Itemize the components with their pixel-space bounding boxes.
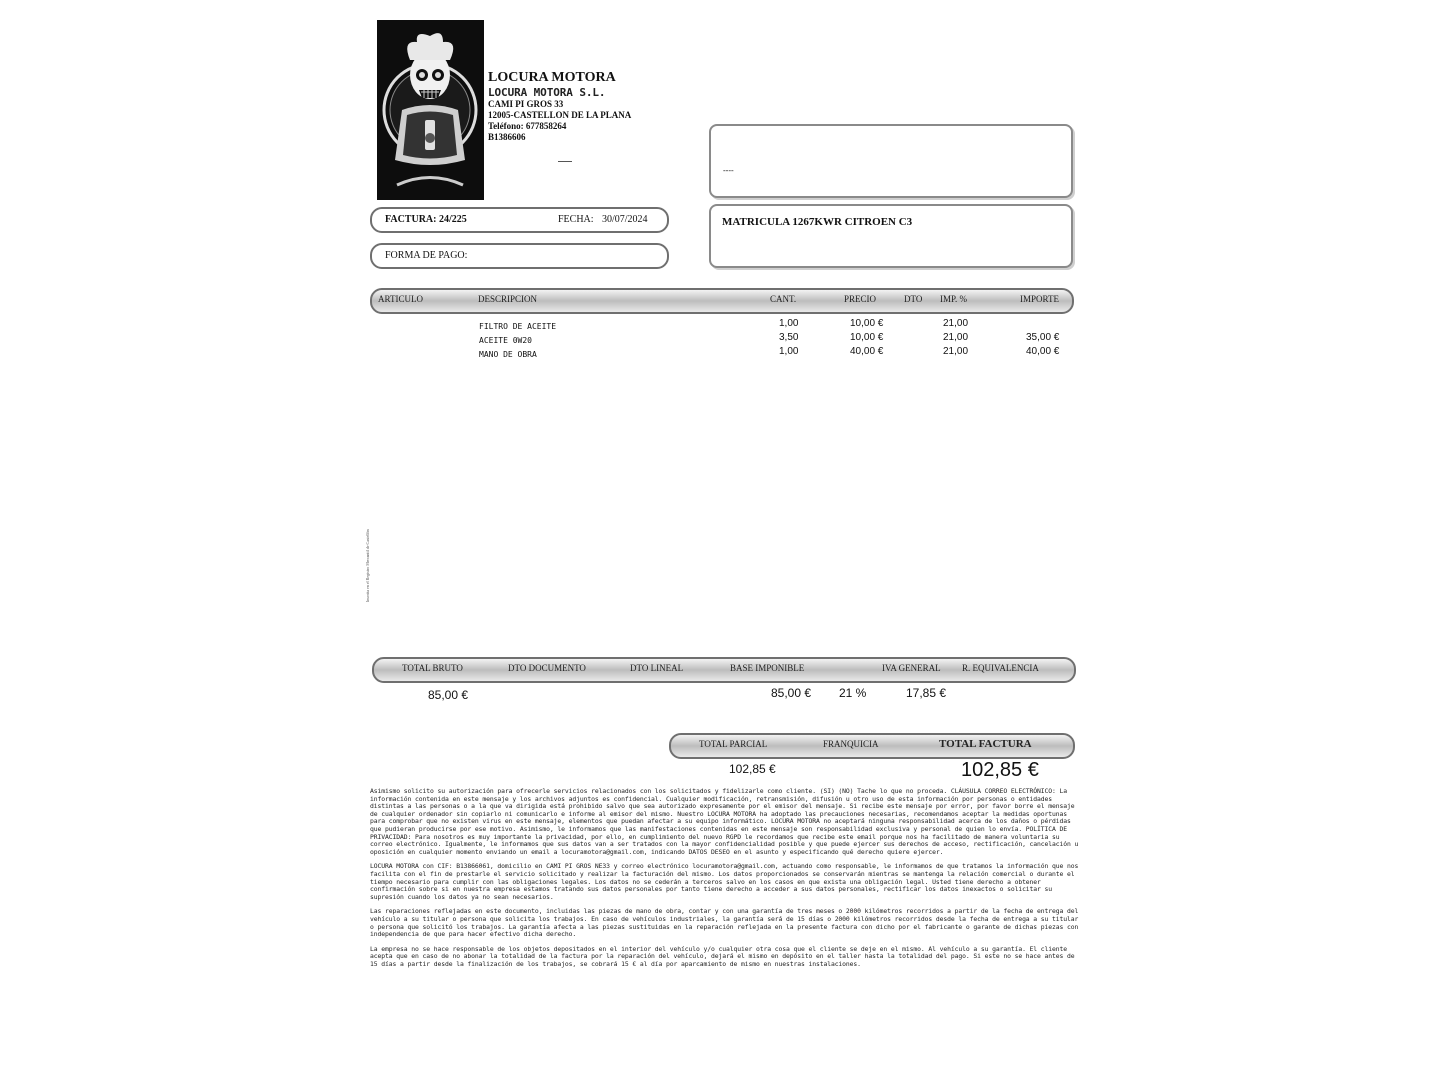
- item-amount: 40,00 €: [1026, 346, 1060, 357]
- col-price: PRECIO: [844, 294, 877, 304]
- item-qty: 3,50: [779, 332, 799, 343]
- totals-header: [372, 657, 1076, 683]
- items-header: [370, 288, 1074, 314]
- legal-text: [370, 788, 1082, 975]
- vehicle-box: [709, 204, 1073, 268]
- company-legal-name: LOCURA MOTORA S.L.: [488, 86, 606, 99]
- col-amount: IMPORTE: [1020, 294, 1059, 304]
- item-price: 10,00 €: [850, 318, 884, 329]
- col-equivalence: R. EQUIVALENCIA: [962, 663, 1039, 673]
- total-gross: 85,00 €: [428, 688, 469, 702]
- vat-rate: 21 %: [839, 686, 867, 700]
- col-partial: TOTAL PARCIAL: [699, 739, 768, 749]
- vat-amount: 17,85 €: [906, 686, 947, 700]
- divider: [558, 161, 572, 162]
- item-description: ACEITE 0W20: [479, 336, 532, 345]
- client-name: ----: [723, 166, 734, 175]
- item-price: 40,00 €: [850, 346, 884, 357]
- col-discount: DTO: [904, 294, 923, 304]
- col-line-discount: DTO LINEAL: [630, 663, 684, 673]
- item-amount: 35,00 €: [1026, 332, 1060, 343]
- col-vat: IVA GENERAL: [882, 663, 941, 673]
- company-code: B1386606: [488, 132, 526, 142]
- item-tax: 21,00: [943, 346, 969, 357]
- col-description: DESCRIPCION: [478, 294, 538, 304]
- invoice-number: FACTURA: 24/225: [385, 214, 467, 225]
- col-tax-base: BASE IMPONIBLE: [730, 663, 805, 673]
- legal-paragraph: Las reparaciones reflejadas en este documento, incluidas las piezas de mano de obra, contar y con una garantía de tres meses o 2000 kilómetros recorridos a partir de la fecha de entrega del vehículo a su titular o persona que solicita los trabajos. En caso de vehículos industriales, la garantía será de 15 días o 2000 kilómetros recorridos desde la fecha de entrega a su titular o persona que solicitó los trabajos. La garantía afecta a las piezas sustituidas en la reparación reflejada en la presente factura con dicho por el fabricante o garante de dichas piezas con independencia de que para hacer efectivo dicha derecho.: [370, 907, 1079, 939]
- company-name: LOCURA MOTORA: [488, 70, 616, 85]
- col-article: ARTICULO: [378, 294, 423, 304]
- legal-paragraph: La empresa no se hace responsable de los objetos depositados en el interior del vehículo y/o cualquier otra cosa que el cliente se deje en el mismo. Al vehículo a su garantía. El cliente acepta que en caso de no abonar la totalidad de la factura por la reparación del vehículo, dejará el mismo en depósito en el taller hasta la totalidad del pago. Si este no se hace antes de 15 días a partir desde la finalización de los trabajos, se cobrará 15 € al día por aparcamiento de mismo en nuestras instalaciones.: [370, 944, 1075, 968]
- total-partial: 102,85 €: [729, 762, 776, 776]
- company-phone: Teléfono: 677858264: [488, 121, 567, 131]
- item-description: FILTRO DE ACEITE: [479, 322, 557, 331]
- payment-method-label: FORMA DE PAGO:: [385, 250, 468, 261]
- item-tax: 21,00: [943, 318, 969, 329]
- mechanic-skull-icon: [377, 20, 484, 200]
- col-qty: CANT.: [770, 294, 797, 304]
- item-description: MANO DE OBRA: [479, 350, 537, 359]
- item-qty: 1,00: [779, 318, 799, 329]
- client-box: [709, 124, 1073, 198]
- item-price: 10,00 €: [850, 332, 884, 343]
- final-totals-header: [669, 733, 1075, 759]
- invoice-date: 30/07/2024: [602, 214, 648, 225]
- total-invoice: 102,85 €: [961, 759, 1039, 781]
- tax-base: 85,00 €: [771, 686, 812, 700]
- company-address: CAMI PI GROS 33: [488, 99, 564, 109]
- col-gross: TOTAL BRUTO: [402, 663, 463, 673]
- item-qty: 1,00: [779, 346, 799, 357]
- company-logo: [377, 20, 484, 200]
- col-franchise: FRANQUICIA: [823, 739, 879, 749]
- col-total: TOTAL FACTURA: [939, 738, 1032, 750]
- col-doc-discount: DTO DOCUMENTO: [508, 663, 586, 673]
- invoice-number-box: [370, 207, 669, 233]
- vehicle-info: MATRICULA 1267KWR CITROEN C3: [722, 216, 913, 228]
- col-tax: IMP. %: [940, 294, 968, 304]
- side-note: Inscrita en el Registro Mercantil de Castellón: [365, 529, 370, 602]
- item-tax: 21,00: [943, 332, 969, 343]
- invoice-date-label: FECHA:: [558, 214, 594, 225]
- legal-paragraph: LOCURA MOTORA con CIF: B13866061, domicilio en CAMI PI GROS NE33 y correo electrónico locuramotora@gmail.com, actuando como responsable, le informamos de que tratamos la información que nos facilita con el fin de prestarle el servicio solicitado y realizar la facturación del mismo. Los datos proporcionados se conservarán mientras se mantenga la relación comercial o durante el tiempo necesario para cumplir con las obligaciones legales. Los datos no se cederán a terceros salvo en los casos en que exista una obligación legal. Usted tiene derecho a obtener confirmación sobre si en nuestra empresa estamos tratando sus datos personales por tanto tiene derecho a acceder a sus datos personales, rectificar los datos inexactos o solicitar su supresión cuando los datos ya no sean necesarios.: [370, 862, 1079, 901]
- payment-method-box: [370, 243, 669, 269]
- legal-paragraph: Asimismo solicito su autorización para ofrecerle servicios relacionados con los solicitados y fidelizarle como cliente. (SI) (NO) Tache lo que no proceda. CLÁUSULA CORREO ELECTRÓNICO: La información contenida en este mensaje y los archivos adjuntos es confidencial. Cualquier modificación, retransmisión, difusión u otro uso de esta información por personas o entidades distintas a las personas o a la que va dirigida está prohibido salvo que sea autorizado expresamente por el emisor del mensaje. Si recibe este mensaje por error, por favor borre el mensaje de cualquier ordenador sin copiarlo ni comunicarlo e informe al emisor del mismo. Nuestro LOCURA MOTORA ha adoptado las precauciones necesarias, recomendamos aceptar la medidas oportunas para comprobar que no existen virus en este mensaje, elementos que puedan afectar a su equipo informático. LOCURA MOTORA no aceptará ninguna responsabilidad acerca de los daños o pérdidas que pudieran producirse por ese motivo. Asimismo, le informamos que las manifestaciones contenidas en este mensaje son responsabilidad exclusiva y personal de quien lo envía. POLÍTICA DE PRIVACIDAD: Para nosotros es muy importante la privacidad, por ello, en cumplimiento del nuevo RGPD le recordamos que recibe este email porque nos ha facilitado de manera voluntaria su correo electrónico. Igualmente, le informamos que sus datos van a ser tratados con la mayor confidencialidad posible y que puede ejercer sus derechos de acceso, rectificación, cancelación u oposición en cualquier momento enviando un email a locuramotora@gmail.com, indicando DATOS DESEO en el asunto y especificando qué derecho quiere ejercer.: [370, 787, 1079, 856]
- company-city: 12005-CASTELLON DE LA PLANA: [488, 110, 632, 120]
